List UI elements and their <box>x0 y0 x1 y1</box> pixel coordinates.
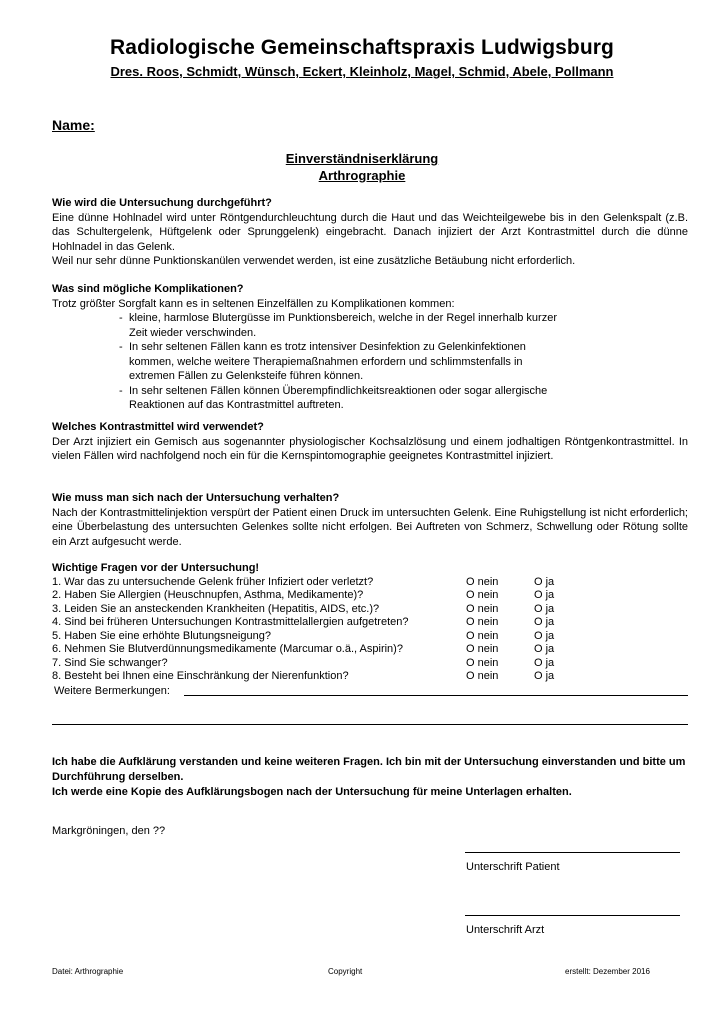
section-heading: Wie muss man sich nach der Untersuchung verhalten? <box>52 492 340 504</box>
answer-ja-option[interactable]: O ja <box>534 602 555 615</box>
list-item: - kleine, harmlose Blutergüsse im Punktionsbereich, welche in der Regel innerhalb kurzer Zeit wieder verschwinden. <box>119 312 557 339</box>
section-contrast <box>52 420 688 464</box>
patient-signature-label: Unterschrift Patient <box>466 861 560 873</box>
answer-ja-option[interactable]: O ja <box>534 656 555 669</box>
section-aftercare <box>52 491 688 549</box>
document-title-line2: Arthrographie <box>318 168 406 183</box>
answer-nein-option[interactable]: O nein <box>466 643 499 655</box>
section-paragraph: Eine dünne Hohlnadel wird unter Röntgendurchleuchtung durch die Haut und das Weichteilgewebe bis in den Gelenkspalt (z.B. das Schultergelenk, Hüftgelenk oder Sprunggelenk) eingebracht. Danach injiziert der Arzt Kontrastmittel durch die dünne Hohlnadel in das Gelenk. <box>52 211 688 253</box>
answer-nein-option[interactable]: O nein <box>466 670 499 682</box>
question-row <box>52 657 688 671</box>
question-row <box>52 670 688 684</box>
question-text: 4. Sind bei früheren Untersuchungen Kontrastmittelallergien aufgetreten? <box>52 616 409 628</box>
question-text: 8. Besteht bei Ihnen eine Einschränkung der Nierenfunktion? <box>52 670 349 682</box>
question-row <box>52 589 688 603</box>
answer-nein-option[interactable]: O nein <box>466 656 499 669</box>
question-text: 1. War das zu untersuchende Gelenk früher Infiziert oder verletzt? <box>52 575 374 588</box>
section-intro: Trotz größter Sorgfalt kann es in seltenen Einzelfällen zu Komplikationen kommen: <box>52 297 455 310</box>
questions-heading: Wichtige Fragen vor der Untersuchung! <box>52 562 260 574</box>
answer-ja-option[interactable]: O ja <box>534 643 555 655</box>
question-text: 2. Haben Sie Allergien (Heuschnupfen, Asthma, Medikamente)? <box>52 589 364 601</box>
list-item: - In sehr seltenen Fällen kann es trotz intensiver Desinfektion zu Gelenkinfektionen kommen, welche weitere Therapiemaßnahmen erfordern und schlimmstenfalls in extremen Fällen zu Gelenksteife führen können. <box>119 341 526 382</box>
section-heading: Was sind mögliche Komplikationen? <box>52 283 244 295</box>
answer-ja-option[interactable]: O ja <box>534 616 555 628</box>
answer-ja-option[interactable]: O ja <box>534 589 555 601</box>
question-row <box>52 616 688 630</box>
practice-title: Radiologische Gemeinschaftspraxis Ludwigsburg <box>110 36 614 59</box>
answer-ja-option[interactable]: O ja <box>534 670 555 682</box>
question-text: 5. Haben Sie eine erhöhte Blutungsneigung? <box>52 629 271 642</box>
question-text: 3. Leiden Sie an ansteckenden Krankheiten (Hepatitis, AIDS, etc.)? <box>52 602 380 615</box>
answer-nein-option[interactable]: O nein <box>466 602 499 615</box>
list-item: - In sehr seltenen Fällen können Überempfindlichkeitsreaktionen oder sogar allergische Reaktionen auf das Kontrastmittel auftreten. <box>119 384 548 411</box>
section-procedure <box>52 196 688 269</box>
question-row <box>52 630 688 644</box>
footer-file: Datei: Arthrographie <box>52 967 124 976</box>
remarks-input-line-2[interactable] <box>52 724 688 725</box>
section-heading: Welches Kontrastmittel wird verwendet? <box>52 421 264 433</box>
name-label: Name: <box>52 117 95 133</box>
question-list <box>52 576 688 684</box>
document-title <box>0 150 724 184</box>
consent-line1: Ich habe die Aufklärung verstanden und keine weiteren Fragen. Ich bin mit der Untersuchung einverstanden und bitte um Durchführung derselben. <box>52 756 686 783</box>
footer-copyright: Copyright <box>328 967 363 976</box>
answer-nein-option[interactable]: O nein <box>466 616 499 628</box>
question-row <box>52 576 688 590</box>
answer-ja-option[interactable]: O ja <box>534 629 555 642</box>
remarks-row <box>52 684 688 698</box>
remarks-label: Weitere Bermerkungen: <box>54 684 170 697</box>
consent-line2: Ich werde eine Kopie des Aufklärungsbogen nach der Untersuchung für meine Unterlagen erhalten. <box>52 786 572 798</box>
questions-section <box>52 561 688 698</box>
document-title-line1: Einverständniserklärung <box>285 151 439 166</box>
answer-nein-option[interactable]: O nein <box>466 575 499 588</box>
section-paragraph: Der Arzt injiziert ein Gemisch aus sogenannter physiologischer Kochsalzlösung und einem jodhaltigen Röntgenkontrastmittel. In vielen Fällen wird nachfolgend noch ein für die Kernspintomographie geeignetes Kontrastmittel injiziert. <box>52 435 688 462</box>
question-row <box>52 603 688 617</box>
footer-created: erstellt: Dezember 2016 <box>565 967 650 976</box>
section-paragraph: Nach der Kontrastmittelinjektion verspürt der Patient einen Druck im untersuchten Gelenk. Eine Ruhigstellung ist nicht erforderlich; eine Überbelastung des untersuchten Gelenkes sollte nicht erfolgen. Bei Auftreten von Schmerz, Schwellung oder Rötung sollte ein Arzt aufgesucht werde. <box>52 506 688 548</box>
doctor-signature-label: Unterschrift Arzt <box>466 924 545 936</box>
section-paragraph: Weil nur sehr dünne Punktionskanülen verwendet werden, ist eine zusätzliche Betäubung nicht erforderlich. <box>52 255 576 267</box>
patient-signature-line[interactable] <box>465 852 680 853</box>
answer-nein-option[interactable]: O nein <box>466 589 499 601</box>
complications-list <box>52 311 688 413</box>
section-complications <box>52 282 688 413</box>
doctors-list: Dres. Roos, Schmidt, Wünsch, Eckert, Kleinholz, Magel, Schmid, Abele, Pollmann <box>110 64 614 79</box>
question-text: 6. Nehmen Sie Blutverdünnungsmedikamente (Marcumar o.ä., Aspirin)? <box>52 643 403 655</box>
answer-ja-option[interactable]: O ja <box>534 575 555 588</box>
answer-nein-option[interactable]: O nein <box>466 629 499 642</box>
remarks-input-line[interactable] <box>184 695 688 696</box>
question-row <box>52 643 688 657</box>
section-heading: Wie wird die Untersuchung durchgeführt? <box>52 197 272 209</box>
consent-statement <box>52 755 692 800</box>
doctor-signature-line[interactable] <box>465 915 680 916</box>
place-date: Markgröningen, den ?? <box>52 825 166 837</box>
question-text: 7. Sind Sie schwanger? <box>52 656 168 669</box>
